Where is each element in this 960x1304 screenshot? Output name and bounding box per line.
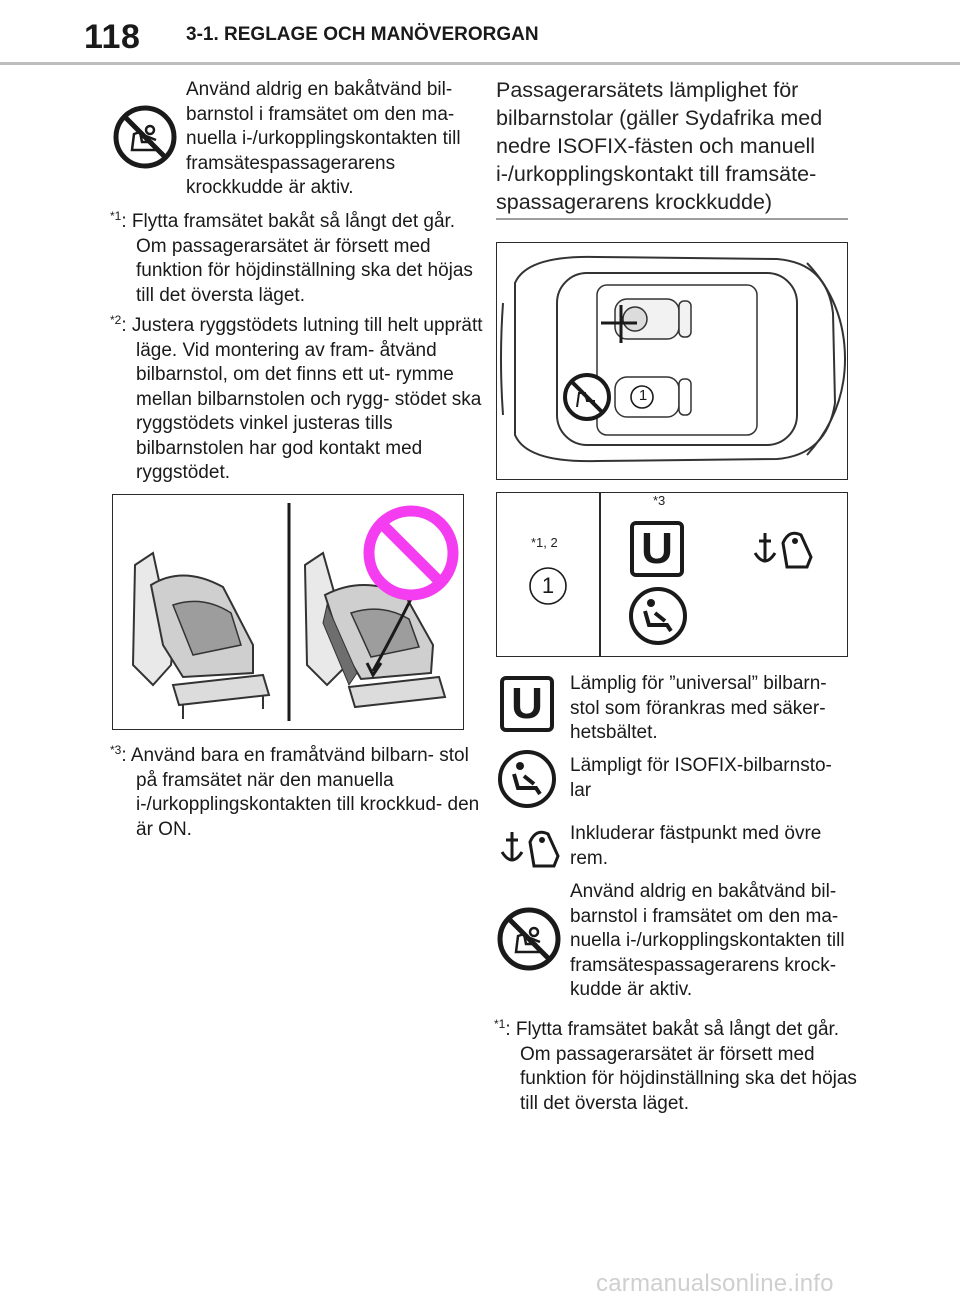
car-outline-drawing <box>497 243 846 478</box>
no-rear-facing-seat-icon <box>112 104 178 170</box>
col2-label: *3 <box>653 493 666 508</box>
legend-text-universal: Lämplig för ”universal” bilbarn- stol som förankras med säker- hetsbältet. <box>570 673 827 743</box>
legend-text-isofix: Lämpligt för ISOFIX-bilbarnsto- lar <box>570 755 832 801</box>
top-tether-anchor-icon <box>496 822 568 872</box>
car-top-view-diagram <box>496 242 848 480</box>
footnote-text: : Justera ryggstödets lutning till helt upprätt läge. Vid montering av fram- åtvänd bilbarnstol, om det finns ett ut- rymme mellan bilbarnstolen och rygg- stödet ska ryggstödets vinkel justeras tills bilbarnstolen har god kontakt med ryggstödet. <box>121 315 483 483</box>
col1-label: *1, 2 <box>531 535 558 550</box>
top-tether-anchor-icon <box>749 523 821 573</box>
section-title: 3-1. REGLAGE OCH MANÖVERORGAN <box>186 24 539 45</box>
legend-text-warning: Använd aldrig en bakåtvänd bil- barnstol i framsätet om den ma- nuella i-/urkopplingskontakten till framsätespassagerarens krock- kudde är aktiv. <box>570 881 845 1000</box>
u-letter: U <box>641 524 673 573</box>
warning-text: Använd aldrig en bakåtvänd bil- barnstol i framsätet om den ma- nuella i-/urkopplingskontakten till framsätespassagerarens krockkudde är aktiv. <box>186 79 461 198</box>
page-number: 118 <box>84 18 141 56</box>
legend-text-tether: Inkluderar fästpunkt med övre rem. <box>570 823 822 869</box>
footnote-mark: *3 <box>110 743 122 757</box>
table-column-divider <box>599 493 601 656</box>
seat-marker-number: 1 <box>638 387 648 404</box>
footnote-1-right <box>494 1012 868 1116</box>
footnote-2 <box>110 308 494 486</box>
upright-seat-drawing <box>133 553 269 719</box>
isofix-icon <box>496 748 558 810</box>
header-divider <box>0 62 960 65</box>
footnote-text: : Flytta framsätet bakåt så långt det går. Om passagerarsätet är försett med funktion för höjdinställning ska det höjas till det översta läget. <box>121 211 473 306</box>
u-letter: U <box>511 679 543 728</box>
footnote-mark: *1 <box>110 209 122 223</box>
isofix-icon <box>627 585 689 647</box>
footnote-text: : Flytta framsätet bakåt så långt det går. Om passagerarsätet är försett med funktion för höjdinställning ska det höjas till det översta läget. <box>505 1019 857 1114</box>
universal-u-icon <box>500 676 554 732</box>
prohibition-sign-icon <box>369 511 453 595</box>
universal-u-icon <box>630 521 684 577</box>
col1-marker: 1 <box>541 573 555 598</box>
seat-backrest-drawing <box>113 495 462 728</box>
footnote-text: : Använd bara en framåtvänd bilbarn- stol på framsätet när den manuella i-/urkopplingskontakten till krockkud- den är ON. <box>121 745 480 840</box>
seat-illustration <box>112 494 464 730</box>
footnote-mark: *1 <box>494 1017 506 1031</box>
footnote-3 <box>110 738 490 842</box>
no-rear-facing-seat-icon <box>496 906 562 972</box>
footnote-mark: *2 <box>110 313 122 327</box>
suitability-heading: Passagerarsätets lämplighet för bilbarnstolar (gäller Sydafrika med nedre ISOFIX-fästen och manuell i-/urkopplingskontakt till framsäte- spassagerarens krockkudde) <box>496 78 823 214</box>
suitability-table <box>496 492 848 657</box>
footnote-1 <box>110 204 486 308</box>
watermark: carmanualsonline.info <box>596 1270 834 1297</box>
heading-divider <box>496 218 848 220</box>
